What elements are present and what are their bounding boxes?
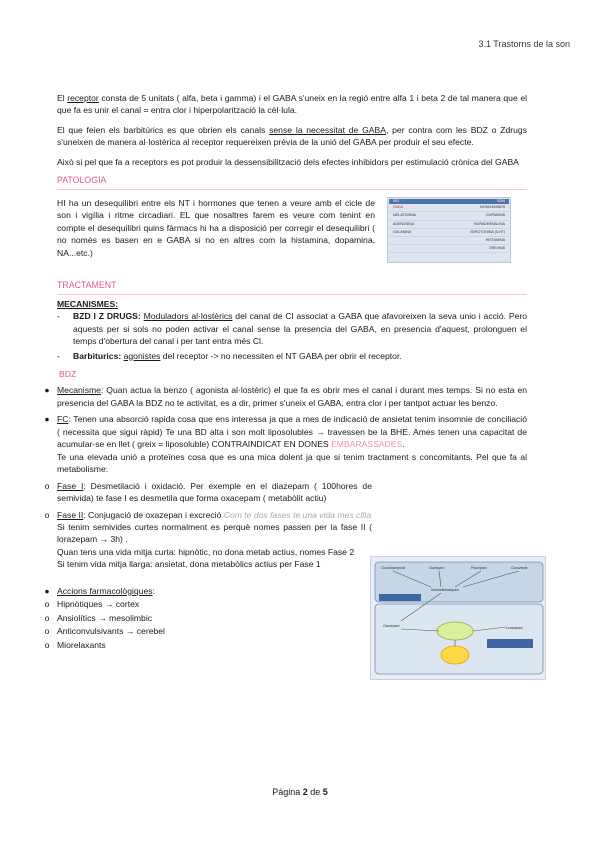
list-item: o Ansiolítics → mesolimbic — [44, 612, 153, 623]
fase2-tag — [487, 639, 533, 648]
tractament-heading: TRACTAMENT — [57, 279, 527, 295]
list-item: o Anticonvulsivants → cerebel — [44, 626, 165, 637]
conjugation-node — [437, 622, 473, 640]
list-item: o Miorelaxants — [44, 639, 106, 650]
diagram-label: Clorazepat — [511, 566, 528, 570]
diagram-label: Diazepam — [429, 566, 445, 570]
diagram-label: Clorodiazepòxid — [381, 566, 406, 570]
receptor-paragraph-1: El receptor consta de 5 unitats ( alfa, beta i gamma) i el GABA s'uneix en la regió entre alfa 1 i beta 2 de tal manera que el que fa es unir el canal = entra clor i hiperpolarització la cèl·lula. — [57, 93, 528, 116]
metabolism-diagram — [370, 556, 546, 680]
list-item: ● Mecanisme: Quan actua la benzo ( agonista al·lostèric) el que fa es obrir mes el canal i durant mes temps. Si no esta en presencia del GABA la BDZ no te activitat, es a dir, primer s'uneix el GABA, entra clor i per tantpot actuar les benzo. — [44, 385, 527, 408]
neurotransmitter-table — [387, 197, 511, 263]
fase1-tag — [379, 594, 421, 601]
patologia-text: HI ha un desequilibri entre els NT i hormones que tenen a veure amb el cicle de son i vigília i ritme circadiari. EL que nosaltres farem es veure com tenint en compte el desequilibri quins fàrmacs hi ha a disposició per corregir el desequilibri ( no només es basen en e GABA si no en altres com la histamina, dopamina, NA...etc.) — [57, 198, 375, 258]
patologia-section — [57, 197, 527, 263]
receptor-term: receptor — [67, 93, 99, 103]
diagram-label: Desmetildiazepam — [431, 588, 459, 592]
page-header: 3.1 Trastorns de la son — [478, 39, 570, 49]
metabolism-diagram-svg — [371, 557, 547, 681]
table-row: HISTAMINA — [389, 237, 509, 245]
excretion-node — [441, 646, 469, 664]
diagram-label: Prazepam — [471, 566, 487, 570]
table-row: MELATONINA DOPAMINA — [389, 212, 509, 220]
list-item: ● FC: Tenen una absorció rapida cosa que ens interessa ja que a mes de indicació de ansietat tenim insomnie de conciliació ( necessita que sigui ràpid) Te una BD alta i son molt liposolubles → travessen be la BHE. Ames tenen una capacitat de acumular-se en llet ( greix = liposoluble) CONTRAINDICAT EN DONES EMBARASSADES. Te una elevada unió a proteïnes cosa que es una mica dolent ja que si tenim tractament s concomitants. Pel que fa al metabolisme: — [44, 414, 527, 475]
list-item: o Hipnòtiques → cortex — [44, 599, 140, 610]
table-header: VIG SON — [389, 199, 509, 204]
patologia-heading: PATOLOGIA — [57, 174, 527, 190]
list-item: o Fase I: Desmetilació i oxidació. Per exemple en el diazepam ( 100hores de semivida) te fase I es desmetila que forma oxacepam ( metabòlit actiu) — [44, 480, 372, 504]
receptor-paragraph-3: Això si pel que fa a receptors es pot produir la dessensibilització dels efectes inhibidors per estimulació crònica del GABA — [57, 156, 519, 167]
diagram-label: Lorazepam — [506, 626, 523, 630]
list-item: - BZD I Z DRUGS: Moduladors al·lostèrics del canal de Cl associat a GABA que afavoreixen la seva unio i acció. Pero aquests per si sols no poden activar el canal sense la presencia del GABA, en presencia d'aquest, prolonguen el temps d'obertura del canal i per tant entra més Cl. — [57, 311, 528, 347]
table-row: ADENOSINA NORADRENALINA — [389, 221, 509, 229]
receptor-paragraph-2: El que feien els barbitúrics es que obrien els canals sense la necessitat de GABA, per contra com les BDZ o Zdrugs s'uneixen de manera al·lostèrica al receptor requereixen prèvia de la unió del GABA per produir el seu efecte. — [57, 124, 528, 148]
mecanismes-block — [57, 298, 527, 381]
table-row: GALANINA SEROTONINA (5-HT) — [389, 229, 509, 237]
list-item: ● Accions farmacològiques: — [44, 585, 155, 596]
list-item: - Barbiturics: agonistes del receptor -> no necessiten el NT GABA per obrir el receptor. — [57, 350, 402, 361]
mecanismes-heading: MECANISMES: — [57, 298, 119, 309]
list-item: o Fase II: Conjugació de oxazepan i excreció Com te dos fases te una vida mes cllta Si tenim semivides curtes normalment es perquè nomes passen per la fase II ( lorazepam → 3h) . Quan tens una vida mitja curta: hipnòtic, no dona metab actius, nomes Fase 2 Si tenim vida mitja llarga: ansietat, dona metabòlics actius per Fase 1 — [44, 509, 372, 570]
bdz-heading: BDZ — [59, 369, 77, 380]
table-row: OREXINA — [389, 245, 509, 253]
table-row: GABA MONOAMINES — [389, 204, 509, 212]
page-footer: Página 2 de 5 — [272, 787, 328, 797]
diagram-label: Oxazepam — [383, 624, 400, 628]
